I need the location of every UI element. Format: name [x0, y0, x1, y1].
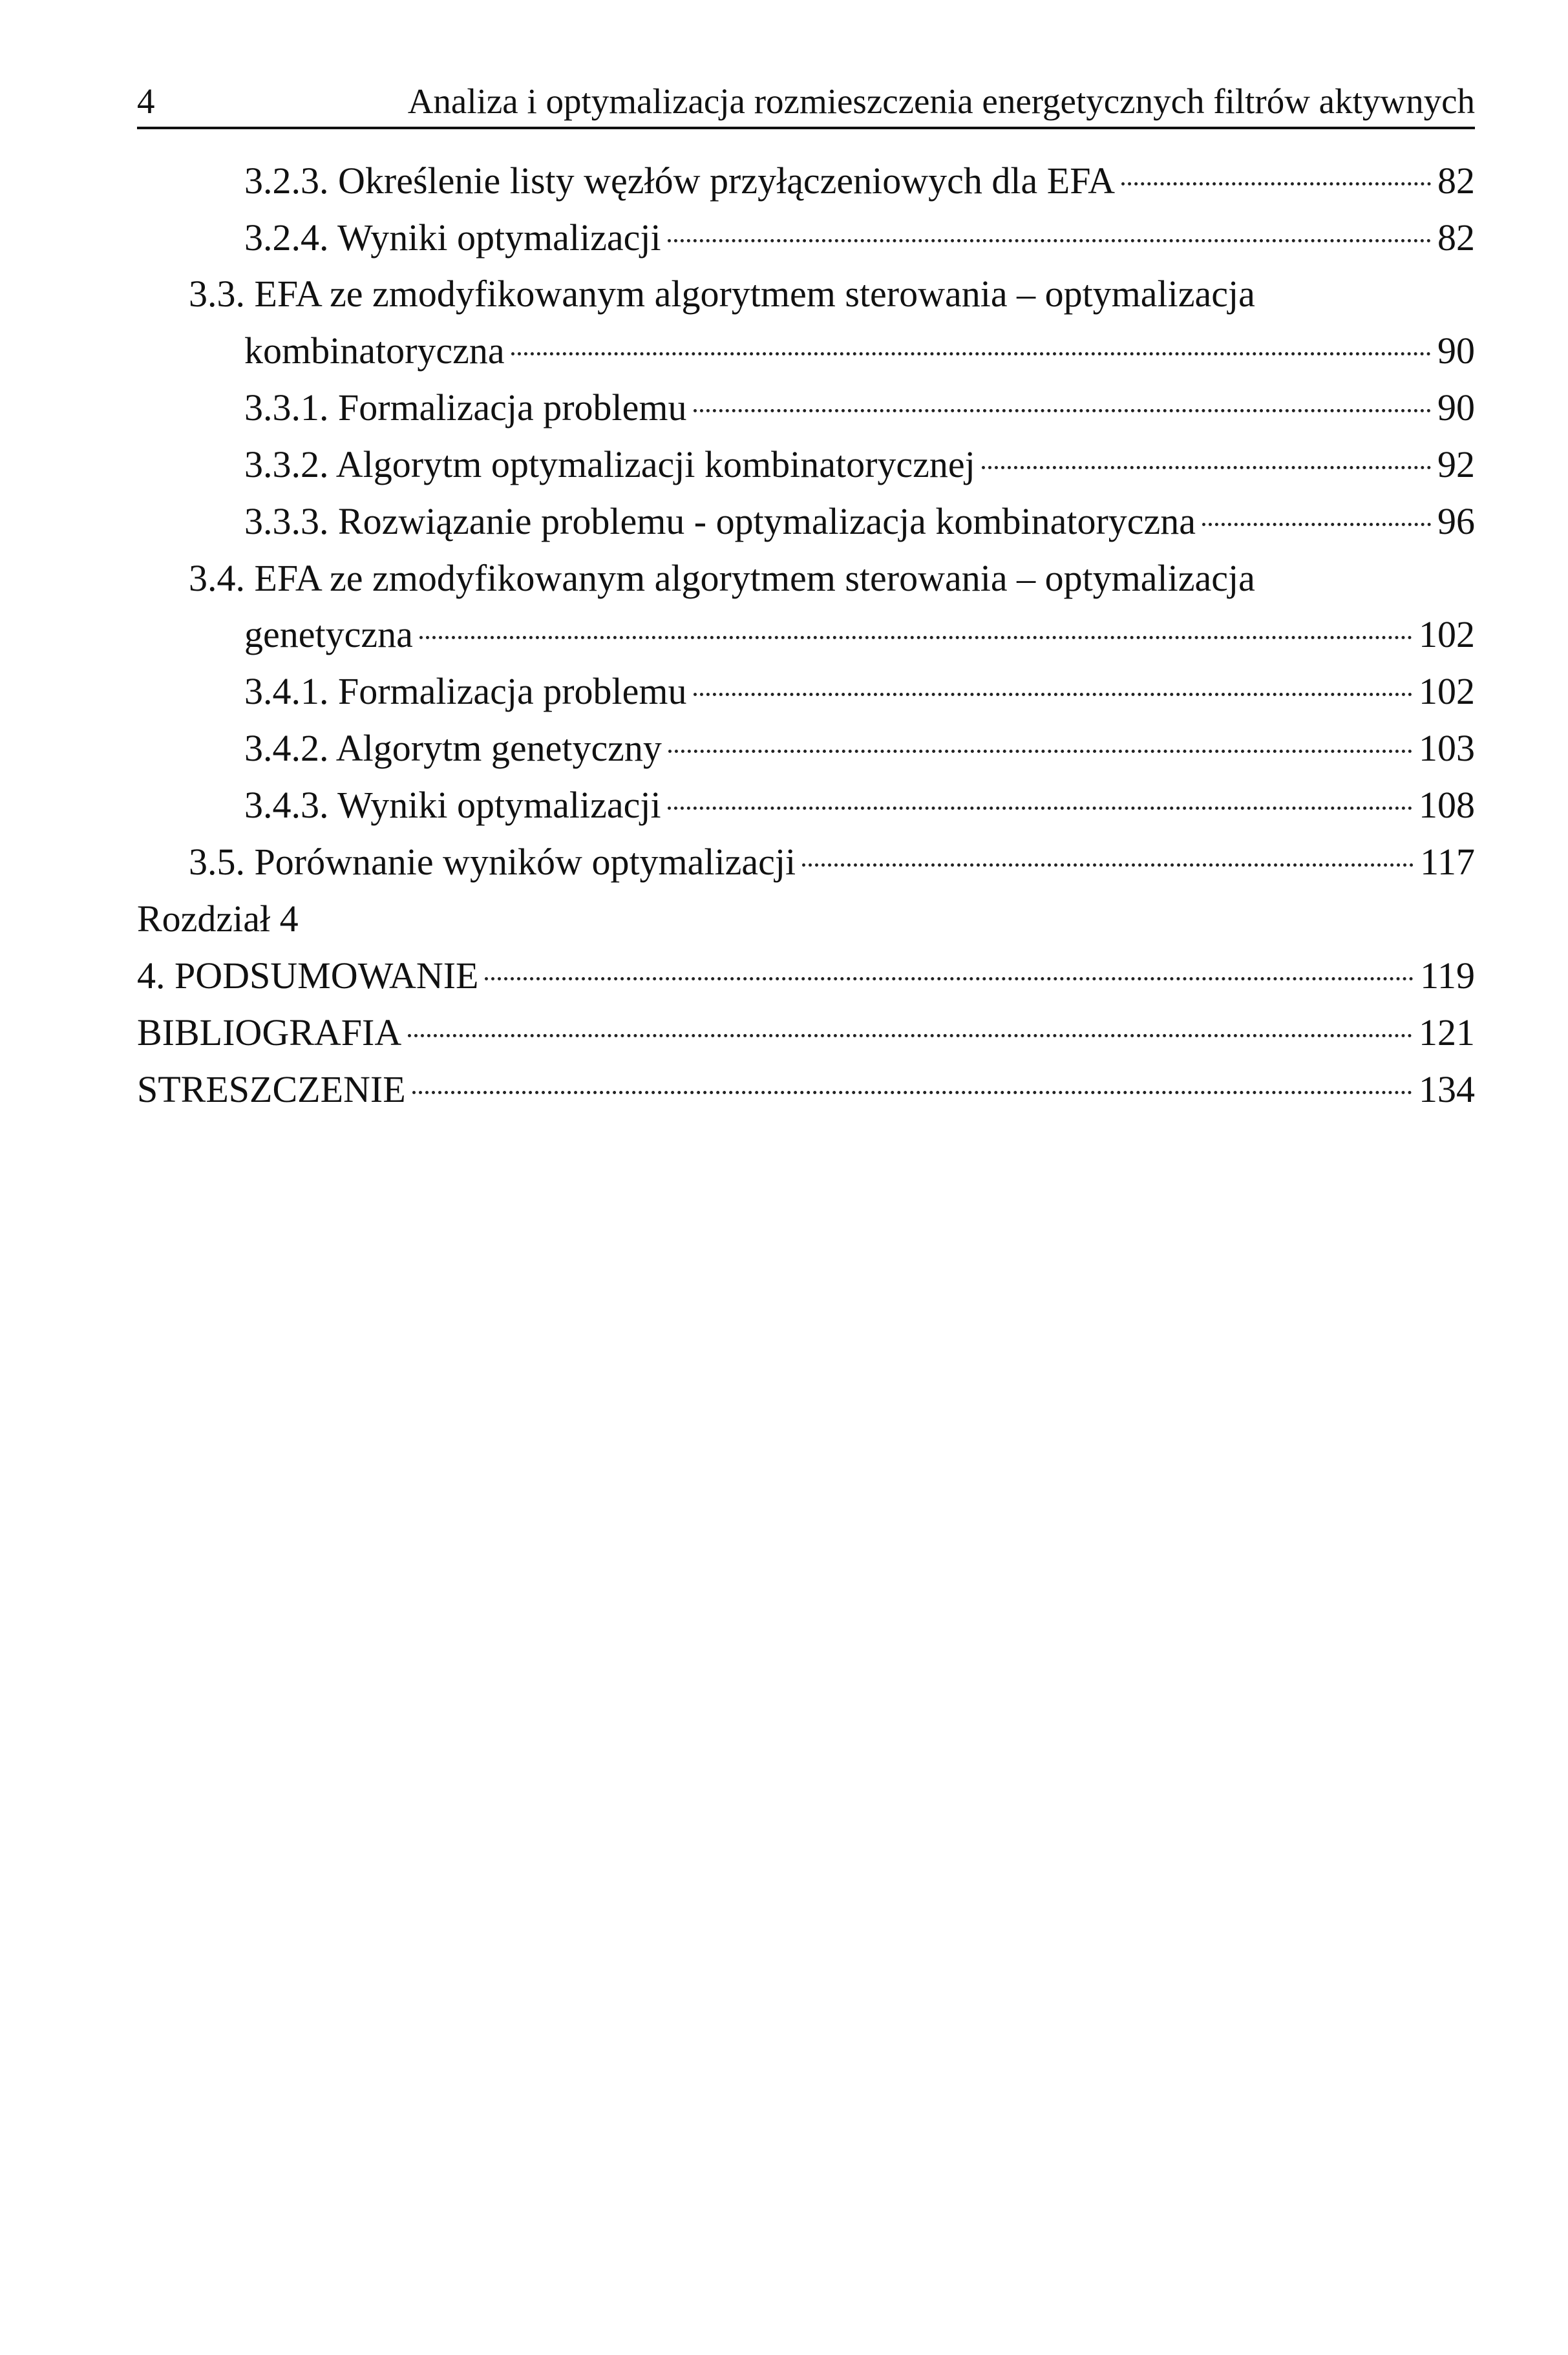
toc-entry-page: 82: [1437, 160, 1475, 202]
dot-leader: [982, 466, 1431, 469]
toc-entry-3-4: [244, 612, 1475, 657]
toc-entry-page: 121: [1419, 1011, 1475, 1053]
chapter-heading: Rozdział 4: [137, 898, 299, 940]
toc-entry-page: 134: [1419, 1068, 1475, 1110]
toc-entry-page: 117: [1420, 841, 1475, 883]
dot-leader: [694, 409, 1431, 412]
toc-entry-streszczenie: [137, 1067, 1475, 1112]
toc-entry-3-3-1: [244, 385, 1475, 430]
toc-entry-label: 3.3.2. Algorytm optymalizacji kombinatorycznej: [244, 443, 975, 485]
running-header: [137, 76, 1475, 129]
dot-leader: [511, 352, 1431, 355]
toc-entry-3-4-2: [244, 726, 1475, 771]
dot-leader: [668, 239, 1431, 242]
toc-entry-page: 103: [1419, 727, 1475, 769]
dot-leader: [1121, 182, 1431, 185]
toc-entry-page: 90: [1437, 386, 1475, 428]
toc-entry-label: 3.5. Porównanie wyników optymalizacji: [189, 841, 796, 883]
toc-entry-label: genetyczna: [244, 613, 413, 655]
toc-entry-3-2-3: [244, 158, 1475, 204]
toc-entry-podsumowanie: [137, 953, 1475, 998]
toc-entry-label: 3.3.1. Formalizacja problemu: [244, 386, 687, 428]
dot-leader: [485, 977, 1414, 980]
dot-leader: [419, 636, 1412, 639]
toc-entry-label: 3.2.3. Określenie listy węzłów przyłączeniowych dla EFA: [244, 160, 1116, 202]
running-title: Analiza i optymalizacja rozmieszczenia energetycznych filtrów aktywnych: [407, 81, 1475, 121]
toc-entry-3-3: [244, 328, 1475, 374]
page-number: 4: [137, 81, 155, 121]
toc-entry-3-2-4: [244, 215, 1475, 260]
toc-entry-page: 119: [1420, 955, 1475, 997]
toc-entry-page: 96: [1437, 500, 1475, 542]
toc-entry-label: 4. PODSUMOWANIE: [137, 955, 479, 997]
toc-entry-label: kombinatoryczna: [244, 330, 505, 372]
dot-leader: [694, 693, 1412, 696]
toc-entry-bibliografia: [137, 1010, 1475, 1055]
dot-leader: [408, 1034, 1412, 1037]
toc-entry-page: 90: [1437, 330, 1475, 372]
toc-entry-label: 3.4.3. Wyniki optymalizacji: [244, 784, 661, 826]
toc-entry-label: 3.3.3. Rozwiązanie problemu - optymalizacja kombinatoryczna: [244, 500, 1196, 542]
toc-entry-3-5: [189, 840, 1475, 885]
toc-entry-label: 3.4.1. Formalizacja problemu: [244, 670, 687, 712]
toc-entry-3-3-line1: 3.3. EFA ze zmodyfikowanym algorytmem sterowania – optymalizacja: [189, 273, 1255, 315]
dot-leader: [1202, 523, 1431, 526]
toc-entry-label: BIBLIOGRAFIA: [137, 1011, 402, 1053]
toc-entry-label: 3.2.4. Wyniki optymalizacji: [244, 216, 661, 259]
toc-entry-label: 3.4.2. Algorytm genetyczny: [244, 727, 662, 769]
toc-entry-page: 102: [1419, 613, 1475, 655]
toc-entry-page: 108: [1419, 784, 1475, 826]
dot-leader: [668, 807, 1412, 810]
toc-entry-page: 102: [1419, 670, 1475, 712]
dot-leader: [668, 750, 1412, 753]
toc-entry-3-4-3: [244, 783, 1475, 828]
toc-entry-3-4-1: [244, 669, 1475, 714]
toc-entry-3-3-3: [244, 499, 1475, 544]
dot-leader: [802, 863, 1414, 867]
toc-entry-3-3-2: [244, 442, 1475, 487]
toc-entry-label: STRESZCZENIE: [137, 1068, 406, 1110]
toc-entry-page: 82: [1437, 216, 1475, 259]
toc-entry-page: 92: [1437, 443, 1475, 485]
toc-entry-3-4-line1: 3.4. EFA ze zmodyfikowanym algorytmem sterowania – optymalizacja: [189, 557, 1255, 599]
dot-leader: [412, 1091, 1412, 1094]
